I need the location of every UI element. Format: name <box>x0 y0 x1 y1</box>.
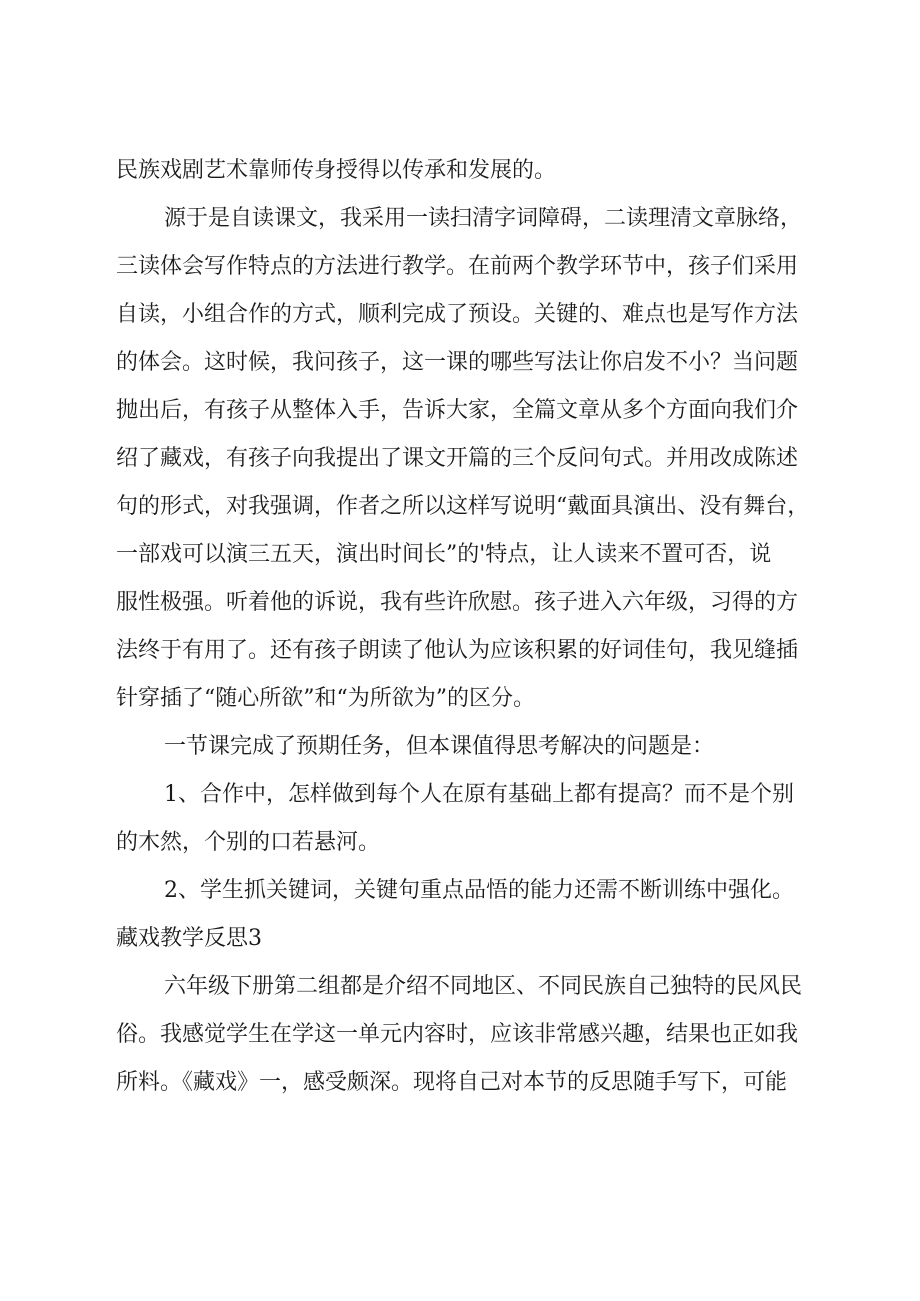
text-line: 抛出后，有孩子从整体入手，告诉大家，全篇文章从多个方面向我们介 <box>116 398 799 423</box>
document-body <box>116 147 830 1107</box>
text-line: 所料。《藏戏》一，感受颇深。现将自己对本节的反思随手写下，可能 <box>116 1070 788 1095</box>
text-line: 针穿插了“随心所欲”和“为所欲为”的区分。 <box>116 686 535 711</box>
text-line: 的体会。这时候，我问孩子，这一课的哪些写法让你启发不小？当问题 <box>116 350 799 375</box>
text-line: 法终于有用了。还有孩子朗读了他认为应该积累的好词佳句，我见缝插 <box>116 638 799 663</box>
text-line: 2、学生抓关键词，关键句重点品悟的能力还需不断训练中强化。 <box>164 878 794 903</box>
text-line: 六年级下册第二组都是介绍不同地区、不同民族自己独特的民风民 <box>164 974 803 999</box>
section-heading: 藏戏教学反思3 <box>116 926 262 951</box>
text-line: 一部戏可以演三五天，演出时间长”的'特点，让人读来不置可否，说 <box>116 542 772 567</box>
text-line: 源于是自读课文，我采用一读扫清字词障碍，二读理清文章脉络， <box>164 206 803 231</box>
text-line: 句的形式，对我强调，作者之所以这样写说明“戴面具演出、没有舞台， <box>116 494 810 519</box>
text-line: 服性极强。听着他的诉说，我有些许欣慰。孩子进入六年级，习得的方 <box>116 590 799 615</box>
text-line: 一节课完成了预期任务，但本课值得思考解决的问题是： <box>164 734 715 759</box>
text-line: 自读，小组合作的方式，顺利完成了预设。关键的、难点也是写作方法 <box>116 302 799 327</box>
text-line: 民族戏剧艺术靠师传身授得以传承和发展的。 <box>116 158 557 183</box>
text-line: 三读体会写作特点的方法进行教学。在前两个教学环节中，孩子们采用 <box>116 254 799 279</box>
text-line: 绍了藏戏，有孩子向我提出了课文开篇的三个反问句式。并用改成陈述 <box>116 446 799 471</box>
text-line: 的木然，个别的口若悬河。 <box>116 830 381 855</box>
text-line: 俗。我感觉学生在学这一单元内容时，应该非常感兴趣，结果也正如我 <box>116 1022 799 1047</box>
text-line: 1、合作中，怎样做到每个人在原有基础上都有提高？而不是个别 <box>164 782 794 807</box>
